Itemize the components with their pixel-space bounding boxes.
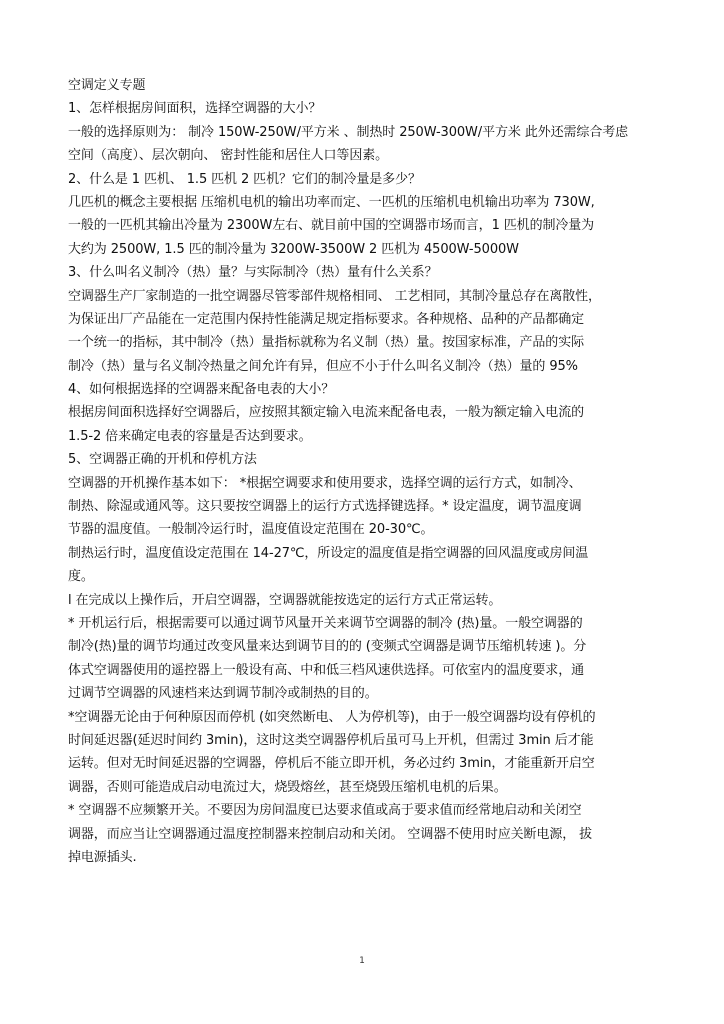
text-line: 2、什么是 1 匹机、 1.5 匹机 2 匹机？它们的制冷量是多少？ [68,171,421,187]
text-line: 空调器生产厂家制造的一批空调器尽管零部件规格相同、 工艺相同，其制冷量总存在离散性， [68,288,601,304]
text-line: l 在完成以上操作后，开启空调器，空调器就能按选定的运行方式正常运转。 [68,592,502,608]
text-line: 时间延迟器(延迟时间约 3min)，这时这类空调器停机后虽可马上开机，但需过 3min 后才能 [68,732,594,748]
text-line: 制冷（热）量与名义制冷热量之间允许有异，但应不小于什么叫名义制冷（热）量的 95% [68,358,578,374]
text-line: * 空调器不应频繁开关。不要因为房间温度已达要求值或高于要求值而经常地启动和关闭空 [68,803,582,819]
text-line: 调器，而应当让空调器通过温度控制器来控制启动和关闭。 空调器不使用时应关断电源， 拔 [68,826,593,842]
text-line: 空间（高度）、层次朝向、 密封性能和居住人口等因素。 [68,148,389,164]
text-line: 制热运行时，温度值设定范围在 14-27℃，所设定的温度值是指空调器的回风温度或房间温 [68,545,589,561]
text-line: 3、什么叫名义制冷（热）量？与实际制冷（热）量有什么关系？ [68,265,438,281]
text-line: 运转。但对无时间延迟器的空调器，停机后不能立即开机，务必过约 3min，才能重新开启空 [68,756,595,772]
text-line: 为保证出厂产品能在一定范围内保持性能满足规定指标要求。各种规格、品种的产品都确定 [68,311,585,327]
text-line: *空调器无论由于何种原因而停机 (如突然断电、 人为停机等)，由于一般空调器均设有停机的 [68,709,596,725]
text-line: 1.5-2 倍来确定电表的容量是否达到要求。 [68,428,312,444]
text-line: 一个统一的指标，其中制冷（热）量指标就称为名义制（热）量。按国家标准，产品的实际 [68,335,585,351]
document-body [68,74,668,869]
text-line: 度。 [68,569,94,585]
text-line: 1、怎样根据房间面积，选择空调器的大小？ [68,101,322,117]
text-line: 过调节空调器的风速档来达到调节制冷或制热的目的。 [68,686,378,702]
text-line: 空调器的开机操作基本如下： *根据空调要求和使用要求，选择空调的运行方式，如制冷、 [68,475,582,491]
text-line: 根据房间面积选择好空调器后，应按照其额定输入电流来配备电表，一般为额定输入电流的 [68,405,585,421]
text-line: 几匹机的概念主要根据 压缩机电机的输出功率而定、一匹机的压缩机电机输出功率为 730W, [68,194,595,210]
page-number: 1 [359,956,365,966]
text-line: 制热、除湿或通风等。这只要按空调器上的运行方式选择键选择。* 设定温度，调节温度调 [68,499,582,515]
text-line: 一般的一匹机其输出冷量为 2300W左右、就目前中国的空调器市场而言，1 匹机的制冷量为 [68,218,595,234]
text-line: 4、如何根据选择的空调器来配备电表的大小？ [68,382,335,398]
text-line: 体式空调器使用的遥控器上一般设有高、中和低三档风速供选择。可依室内的温度要求，通 [68,662,585,678]
text-line: 5、空调器正确的开机和停机方法 [68,452,257,468]
text-line: 节器的温度值。一般制冷运行时，温度值设定范围在 20-30℃。 [68,522,434,538]
text-line: 大约为 2500W, 1.5 匹的制冷量为 3200W-3500W 2 匹机为 4500W-5000W [68,241,519,257]
text-line: * 开机运行后，根据需要可以通过调节风量开关来调节空调器的制冷 (热)量。一般空调器的 [68,615,583,631]
text-line: 调器，否则可能造成启动电流过大，烧毁熔丝，甚至烧毁压缩机电机的后果。 [68,779,507,795]
text-line: 掉电源插头. [68,849,137,865]
text-line: 制冷(热)量的调节均通过改变风量来达到调节目的的 (变频式空调器是调节压缩机转速 )。分 [68,639,587,655]
text-line: 一般的选择原则为： 制冷 150W-250W/平方米 、制热时 250W-300W/平方米 此外还需综合考虑 [68,124,629,140]
document-title: 空调定义专题 [68,78,146,93]
